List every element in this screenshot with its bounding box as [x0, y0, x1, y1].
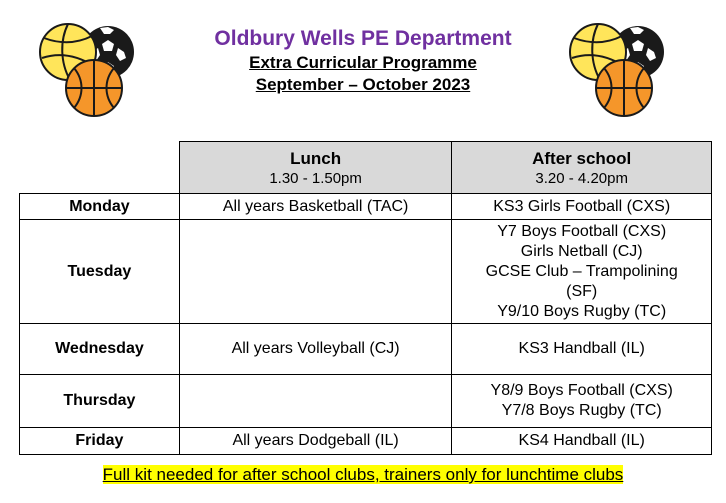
activity-line: KS3 Handball (IL): [518, 340, 645, 357]
table-row: [20, 428, 712, 455]
lunch-cell: [179, 324, 452, 375]
schedule-table: [19, 141, 712, 455]
activity-line: All years Volleyball (CJ): [231, 340, 400, 357]
after-school-cell: [452, 220, 712, 324]
after-school-time: 3.20 - 4.20pm: [535, 169, 628, 187]
footer-note: [0, 464, 726, 486]
activity-line: Y9/10 Boys Rugby (TC): [497, 302, 667, 320]
day-cell: Tuesday: [20, 220, 180, 324]
lunch-cell: [179, 220, 452, 324]
activity-line: Y8/9 Boys Football (CXS): [490, 382, 673, 399]
day-cell: Wednesday: [20, 324, 180, 375]
table-row: [20, 194, 712, 220]
activity-line: All years Basketball (TAC): [222, 197, 409, 215]
kit-notice: Full kit needed for after school clubs, trainers only for lunchtime clubs: [102, 465, 624, 484]
programme-title: Extra Curricular Programme: [249, 53, 477, 72]
activity-line: Y7 Boys Football (CXS): [497, 222, 667, 240]
lunch-cell: [179, 375, 452, 428]
table-row: [20, 375, 712, 428]
after-school-cell: [452, 324, 712, 375]
activity-line: GCSE Club – Trampolining: [485, 262, 678, 280]
table-row: [20, 324, 712, 375]
page-header: [0, 26, 726, 96]
lunch-time: 1.30 - 1.50pm: [269, 169, 362, 187]
day-cell: Monday: [20, 194, 180, 220]
activity-line: Y7/8 Boys Rugby (TC): [501, 402, 662, 419]
day-cell: Thursday: [20, 375, 180, 428]
activity-line: KS3 Girls Football (CXS): [493, 197, 671, 215]
table-header-row: [20, 142, 712, 194]
after-school-label: After school: [532, 148, 632, 168]
lunch-column-header: [179, 142, 452, 194]
lunch-cell: [179, 428, 452, 455]
after-school-cell: [452, 194, 712, 220]
activity-line: (SF): [566, 282, 598, 300]
lunch-label: Lunch: [290, 148, 342, 168]
activity-line: All years Dodgeball (IL): [232, 432, 399, 449]
lunch-cell: [179, 194, 452, 220]
term-title: September – October 2023: [255, 75, 471, 94]
after-school-cell: [452, 375, 712, 428]
after-school-column-header: [452, 142, 712, 194]
after-school-cell: [452, 428, 712, 455]
activity-line: Girls Netball (CJ): [520, 242, 643, 260]
day-cell: Friday: [20, 428, 180, 455]
table-corner-cell: [20, 142, 180, 194]
activity-line: KS4 Handball (IL): [518, 432, 645, 449]
department-title: Oldbury Wells PE Department: [214, 27, 512, 50]
table-row: [20, 220, 712, 324]
